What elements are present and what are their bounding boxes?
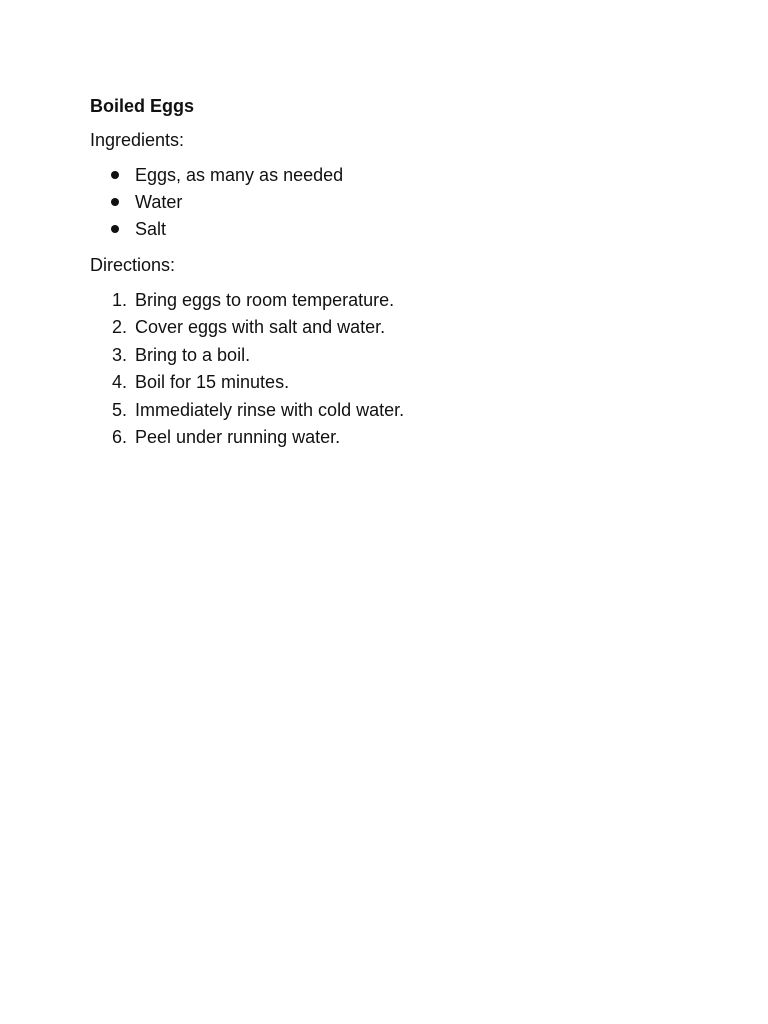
ingredient-text: Water xyxy=(135,192,183,212)
direction-step xyxy=(90,369,690,396)
step-text: Peel under running water. xyxy=(135,426,341,447)
bullet-icon xyxy=(111,198,119,206)
step-number: 1. xyxy=(112,290,128,310)
document-body xyxy=(90,94,690,451)
step-number: 2. xyxy=(112,317,128,338)
direction-step xyxy=(90,342,690,369)
bullet-icon xyxy=(111,171,119,179)
step-text: Bring to a boil. xyxy=(135,344,251,365)
step-text: Immediately rinse with cold water. xyxy=(135,399,405,420)
bullet-icon xyxy=(111,225,119,233)
ingredients-list xyxy=(90,162,690,243)
step-number: 6. xyxy=(112,426,128,447)
ingredient-text: Salt xyxy=(135,219,167,239)
direction-step xyxy=(90,397,690,424)
step-text: Bring eggs to room temperature. xyxy=(135,290,395,310)
ingredient-item xyxy=(90,162,690,189)
ingredient-text: Eggs, as many as needed xyxy=(135,165,344,185)
step-text: Cover eggs with salt and water. xyxy=(135,317,386,338)
directions-heading: Directions: xyxy=(90,255,176,275)
step-number: 3. xyxy=(112,344,128,365)
ingredient-item xyxy=(90,189,690,216)
directions-list xyxy=(90,287,690,451)
direction-step xyxy=(90,287,690,314)
step-number: 5. xyxy=(112,399,128,420)
direction-step xyxy=(90,424,690,451)
step-number: 4. xyxy=(112,372,128,393)
step-text: Boil for 15 minutes. xyxy=(135,372,290,393)
ingredients-heading: Ingredients: xyxy=(90,130,185,150)
direction-step xyxy=(90,314,690,341)
recipe-title: Boiled Eggs xyxy=(90,96,195,116)
ingredient-item xyxy=(90,216,690,243)
